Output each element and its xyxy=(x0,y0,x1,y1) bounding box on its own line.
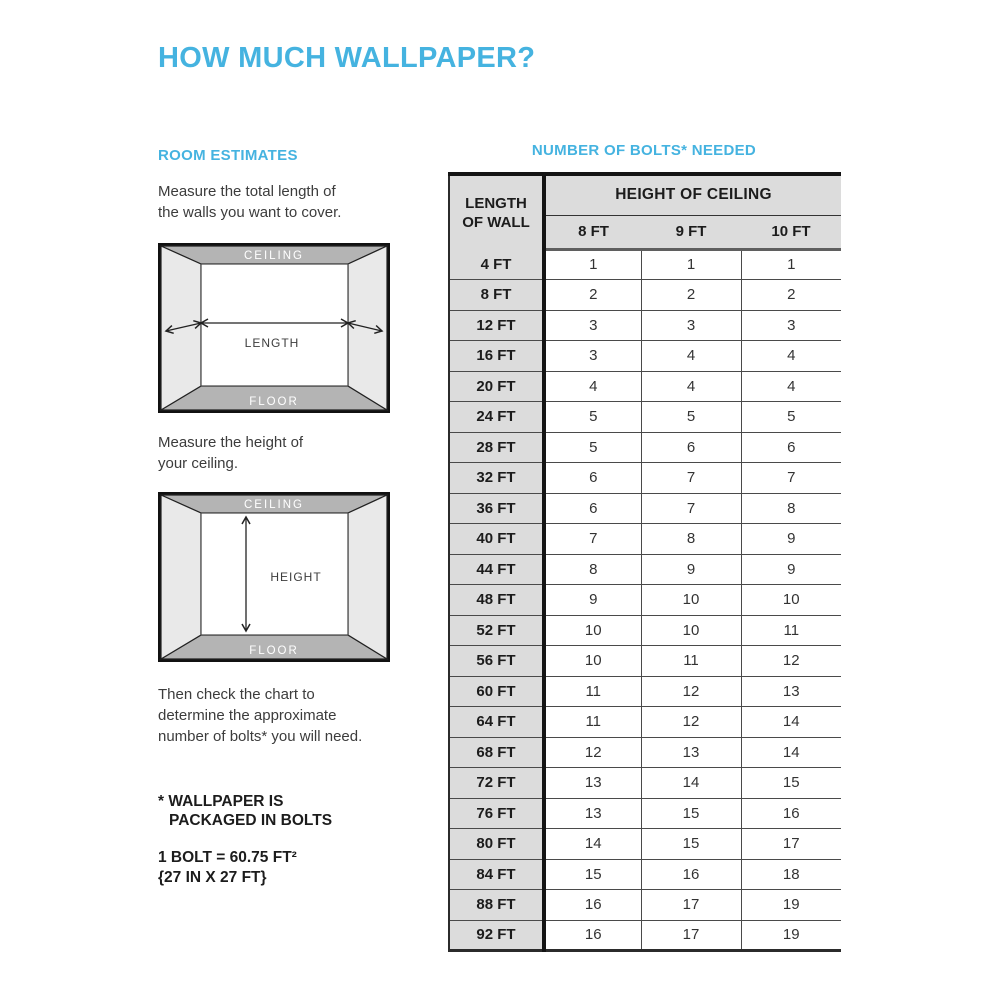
bolt-count-cell: 4 xyxy=(741,371,841,402)
instruction-line: Measure the height of xyxy=(158,434,304,451)
table-row xyxy=(449,493,841,524)
bolt-count-cell: 10 xyxy=(641,615,741,646)
bolts-table-body xyxy=(449,249,841,951)
table-row xyxy=(449,432,841,463)
instruction-line: number of bolts* you will need. xyxy=(158,728,363,745)
bolt-count-cell: 2 xyxy=(741,280,841,311)
bolts-needed-heading: NUMBER OF BOLTS* NEEDED xyxy=(531,142,757,159)
table-row xyxy=(449,920,841,951)
bolt-count-cell: 6 xyxy=(741,432,841,463)
bolt-count-cell: 13 xyxy=(641,737,741,768)
bolt-count-cell: 15 xyxy=(641,798,741,829)
wall-length-cell: 28 FT xyxy=(449,432,544,463)
wall-length-cell: 4 FT xyxy=(449,249,544,280)
bolt-count-cell: 14 xyxy=(741,737,841,768)
wall-length-cell: 72 FT xyxy=(449,768,544,799)
check-chart-instruction xyxy=(158,684,362,747)
wall-length-cell: 88 FT xyxy=(449,890,544,921)
wall-length-cell: 24 FT xyxy=(449,402,544,433)
bolt-count-cell: 8 xyxy=(641,524,741,555)
bolt-count-cell: 7 xyxy=(641,493,741,524)
bolt-count-cell: 5 xyxy=(741,402,841,433)
bolt-count-cell: 5 xyxy=(544,432,641,463)
room-length-diagram xyxy=(158,243,390,413)
bolt-count-cell: 4 xyxy=(641,341,741,372)
table-row xyxy=(449,798,841,829)
table-row xyxy=(449,402,841,433)
bolt-count-cell: 6 xyxy=(544,493,641,524)
bolt-count-cell: 13 xyxy=(741,676,841,707)
table-row xyxy=(449,280,841,311)
instruction-line: Measure the total length of xyxy=(158,183,336,200)
measure-height-instruction xyxy=(158,432,303,474)
bolt-count-cell: 10 xyxy=(741,585,841,616)
bolt-count-cell: 8 xyxy=(544,554,641,585)
bolt-count-cell: 3 xyxy=(641,310,741,341)
bolt-count-cell: 2 xyxy=(641,280,741,311)
bolt-count-cell: 12 xyxy=(641,676,741,707)
bolt-count-cell: 8 xyxy=(741,493,841,524)
bolts-footnote xyxy=(158,792,332,830)
spec-line: {27 IN X 27 FT} xyxy=(158,869,267,886)
wall-length-cell: 16 FT xyxy=(449,341,544,372)
table-row xyxy=(449,341,841,372)
wall-length-cell: 48 FT xyxy=(449,585,544,616)
left-wall-panel xyxy=(161,495,201,659)
table-row xyxy=(449,249,841,280)
wall-length-cell: 68 FT xyxy=(449,737,544,768)
bolt-count-cell: 11 xyxy=(544,707,641,738)
measure-length-instruction xyxy=(158,181,341,223)
bolt-count-cell: 15 xyxy=(741,768,841,799)
table-row xyxy=(449,371,841,402)
bolt-count-cell: 14 xyxy=(544,829,641,860)
room-height-diagram xyxy=(158,492,390,662)
instruction-line: your ceiling. xyxy=(158,455,239,472)
ceiling-label: CEILING xyxy=(243,499,305,511)
table-row xyxy=(449,859,841,890)
wall-length-cell: 40 FT xyxy=(449,524,544,555)
bolt-count-cell: 3 xyxy=(741,310,841,341)
bolt-count-cell: 1 xyxy=(741,249,841,280)
bolt-size-spec xyxy=(158,848,297,888)
table-row xyxy=(449,676,841,707)
wall-length-cell: 80 FT xyxy=(449,829,544,860)
bolt-count-cell: 18 xyxy=(741,859,841,890)
bolt-count-cell: 9 xyxy=(641,554,741,585)
footnote-line: * WALLPAPER IS xyxy=(158,793,284,810)
bolt-count-cell: 2 xyxy=(544,280,641,311)
table-row xyxy=(449,890,841,921)
instruction-line: determine the approximate xyxy=(158,707,337,724)
wall-length-cell: 92 FT xyxy=(449,920,544,951)
table-row xyxy=(449,310,841,341)
bolt-count-cell: 19 xyxy=(741,920,841,951)
bolt-count-cell: 10 xyxy=(544,646,641,677)
bolt-count-cell: 10 xyxy=(544,615,641,646)
bolt-count-cell: 15 xyxy=(544,859,641,890)
length-of-wall-header xyxy=(449,174,544,249)
bolt-count-cell: 14 xyxy=(641,768,741,799)
bolt-count-cell: 9 xyxy=(741,554,841,585)
table-row xyxy=(449,737,841,768)
bolt-count-cell: 13 xyxy=(544,768,641,799)
bolt-count-cell: 1 xyxy=(544,249,641,280)
bolt-count-cell: 5 xyxy=(641,402,741,433)
bolt-count-cell: 1 xyxy=(641,249,741,280)
page-title: HOW MUCH WALLPAPER? xyxy=(158,42,536,74)
height-of-ceiling-header: HEIGHT OF CEILING xyxy=(544,174,841,215)
table-row xyxy=(449,524,841,555)
col-header-9ft: 9 FT xyxy=(641,215,741,249)
wall-length-cell: 12 FT xyxy=(449,310,544,341)
bolt-count-cell: 4 xyxy=(641,371,741,402)
bolt-count-cell: 4 xyxy=(741,341,841,372)
bolt-count-cell: 3 xyxy=(544,310,641,341)
bolt-count-cell: 15 xyxy=(641,829,741,860)
instruction-line: the walls you want to cover. xyxy=(158,204,342,221)
bolts-table-section xyxy=(448,140,840,952)
wall-length-cell: 64 FT xyxy=(449,707,544,738)
bolt-count-cell: 4 xyxy=(544,371,641,402)
bolt-count-cell: 11 xyxy=(544,676,641,707)
footnote-line: PACKAGED IN BOLTS xyxy=(169,812,333,829)
bolts-table xyxy=(448,172,841,952)
wall-length-cell: 84 FT xyxy=(449,859,544,890)
table-row xyxy=(449,707,841,738)
table-row xyxy=(449,554,841,585)
col-header-8ft: 8 FT xyxy=(544,215,641,249)
bolt-count-cell: 5 xyxy=(544,402,641,433)
length-label: LENGTH xyxy=(244,336,300,350)
bolt-count-cell: 11 xyxy=(641,646,741,677)
bolt-count-cell: 12 xyxy=(544,737,641,768)
bolt-count-cell: 16 xyxy=(544,920,641,951)
header-line: LENGTH xyxy=(465,194,527,212)
bolt-count-cell: 16 xyxy=(544,890,641,921)
bolt-count-cell: 9 xyxy=(544,585,641,616)
back-wall-panel xyxy=(201,264,348,386)
floor-label: FLOOR xyxy=(249,645,299,657)
bolt-count-cell: 6 xyxy=(544,463,641,494)
bolt-count-cell: 12 xyxy=(641,707,741,738)
table-row xyxy=(449,646,841,677)
bolt-count-cell: 19 xyxy=(741,890,841,921)
bolt-count-cell: 7 xyxy=(741,463,841,494)
bolt-count-cell: 16 xyxy=(641,859,741,890)
wall-length-cell: 60 FT xyxy=(449,676,544,707)
bolt-count-cell: 3 xyxy=(544,341,641,372)
instruction-line: Then check the chart to xyxy=(158,686,315,703)
col-header-10ft: 10 FT xyxy=(741,215,841,249)
bolt-count-cell: 17 xyxy=(641,920,741,951)
bolt-count-cell: 10 xyxy=(641,585,741,616)
wall-length-cell: 44 FT xyxy=(449,554,544,585)
header-line: OF WALL xyxy=(462,213,530,231)
spec-line: 1 BOLT = 60.75 FT² xyxy=(158,849,297,866)
bolt-count-cell: 7 xyxy=(641,463,741,494)
table-row xyxy=(449,615,841,646)
wall-length-cell: 20 FT xyxy=(449,371,544,402)
right-wall-panel xyxy=(348,495,387,659)
wall-length-cell: 8 FT xyxy=(449,280,544,311)
bolt-count-cell: 12 xyxy=(741,646,841,677)
ceiling-label: CEILING xyxy=(243,250,305,262)
table-row xyxy=(449,585,841,616)
floor-label: FLOOR xyxy=(249,396,299,408)
bolt-count-cell: 9 xyxy=(741,524,841,555)
table-row xyxy=(449,768,841,799)
wall-length-cell: 32 FT xyxy=(449,463,544,494)
table-row xyxy=(449,463,841,494)
table-row xyxy=(449,829,841,860)
bolt-count-cell: 7 xyxy=(544,524,641,555)
bolt-count-cell: 17 xyxy=(741,829,841,860)
wall-length-cell: 76 FT xyxy=(449,798,544,829)
bolt-count-cell: 13 xyxy=(544,798,641,829)
wall-length-cell: 52 FT xyxy=(449,615,544,646)
wall-length-cell: 56 FT xyxy=(449,646,544,677)
bolt-count-cell: 17 xyxy=(641,890,741,921)
bolt-count-cell: 6 xyxy=(641,432,741,463)
wall-length-cell: 36 FT xyxy=(449,493,544,524)
bolt-count-cell: 14 xyxy=(741,707,841,738)
bolt-count-cell: 11 xyxy=(741,615,841,646)
table-header-row xyxy=(449,174,841,215)
height-label: HEIGHT xyxy=(270,570,322,584)
bolt-count-cell: 16 xyxy=(741,798,841,829)
room-estimates-heading: ROOM ESTIMATES xyxy=(158,147,298,164)
